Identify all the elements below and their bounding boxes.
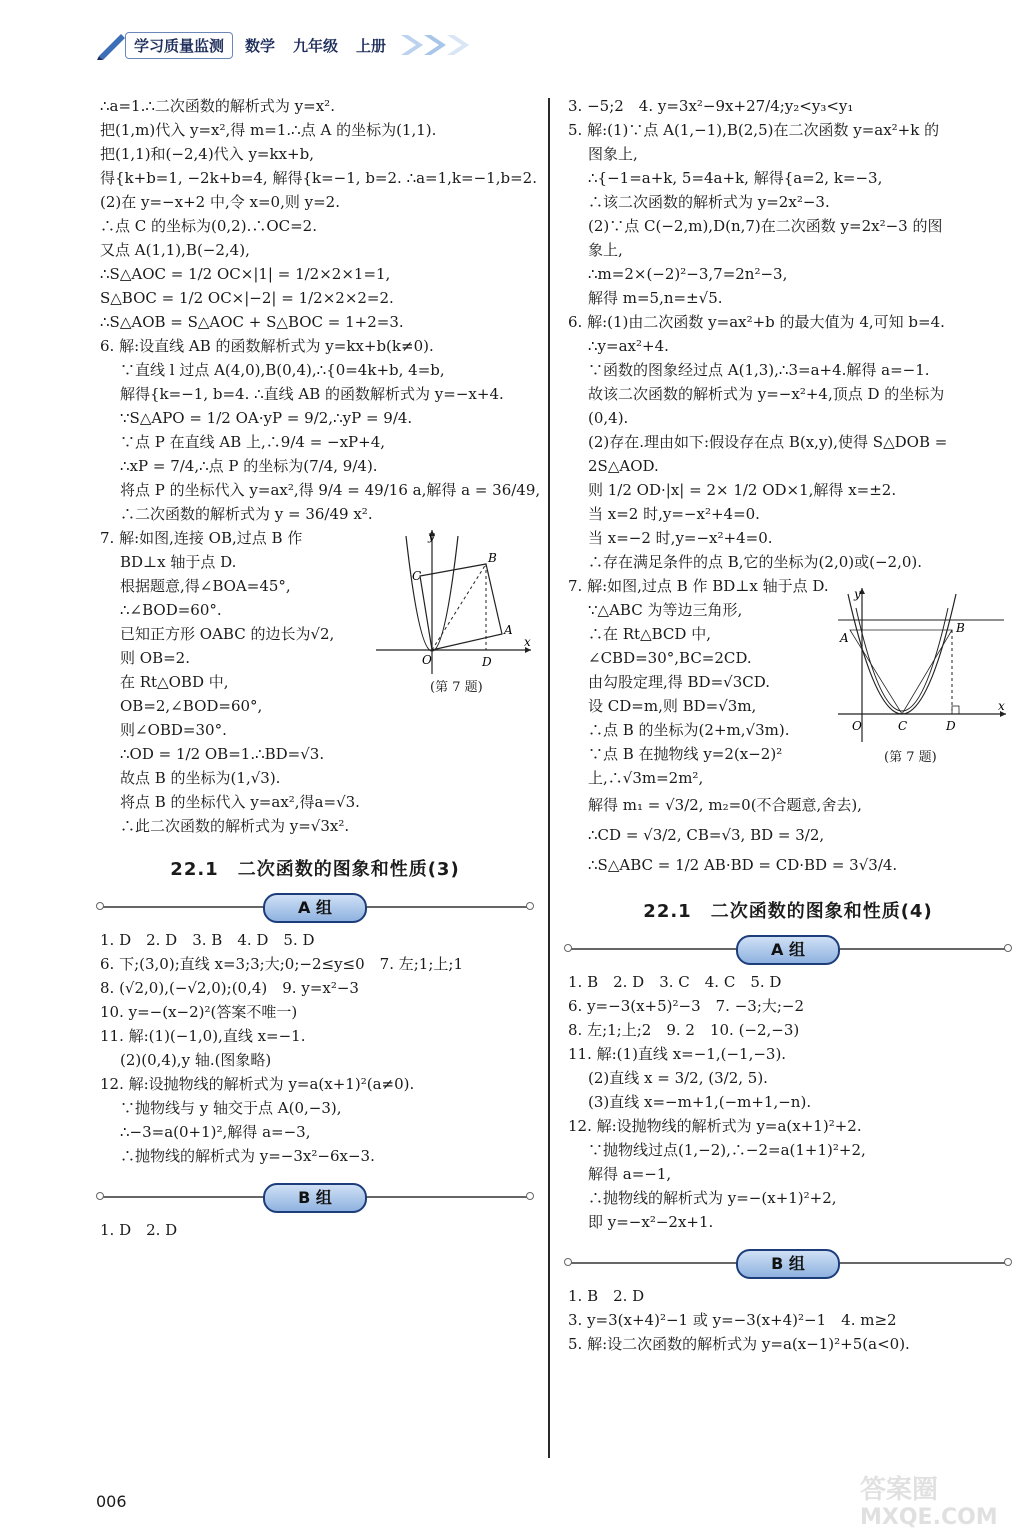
left-top-answers xyxy=(100,94,541,526)
answer-line: ∴在 Rt△BCD 中, xyxy=(588,625,711,643)
answer-line: 在 Rt△OBD 中, xyxy=(120,673,229,691)
answer-line: 12. 解:设抛物线的解析式为 y=a(x+1)²+2. xyxy=(568,1117,862,1135)
answer-line: ∴此二次函数的解析式为 y=√3x². xyxy=(120,817,350,835)
answer-line: ∴xP = 7/4,∴点 P 的坐标为(7/4, 9/4). xyxy=(120,457,378,475)
answer-line: ∵抛物线过点(1,−2),∴−2=a(1+1)²+2, xyxy=(588,1141,866,1159)
group-b-band xyxy=(100,1182,530,1212)
group-a-label: A 组 xyxy=(736,935,840,965)
answer-line: 1. D 2. D 3. B 4. D 5. D xyxy=(100,931,315,949)
answer-line: 3. −5;2 4. y=3x²−9x+27/4;y₂<y₃<y₁ xyxy=(568,97,854,115)
answer-line: 7. 解:如图,连接 OB,过点 B 作 xyxy=(100,529,303,547)
point-C-label: C xyxy=(898,719,908,733)
answer-line: ∴a=1.∴二次函数的解析式为 y=x². xyxy=(100,97,335,115)
answer-line: ∵△ABC 为等边三角形, xyxy=(588,601,743,619)
answer-line: 设 CD=m,则 BD=√3m, xyxy=(588,697,757,715)
chevron-arrows-icon xyxy=(396,32,476,58)
answer-line: 象上, xyxy=(588,241,623,259)
answer-line: ∵直线 l 过点 A(4,0),B(0,4),∴{0=4k+b, 4=b, xyxy=(120,361,445,379)
right-q7-block xyxy=(568,574,1008,790)
answer-line: ∠CBD=30°,BC=2CD. xyxy=(588,649,752,667)
answer-line: (2)存在.理由如下:假设存在点 B(x,y),使得 S△DOB = xyxy=(588,433,948,451)
answer-line: BD⊥x 轴于点 D. xyxy=(120,553,237,571)
answer-line: 图象上, xyxy=(588,145,638,163)
group-b-label: B 组 xyxy=(736,1249,840,1279)
group-b-answers xyxy=(568,1284,1008,1356)
answer-line: 当 x=−2 时,y=−x²+4=0. xyxy=(588,529,773,547)
answer-line: 将点 B 的坐标代入 y=ax²,得a=√3. xyxy=(120,793,360,811)
group-a-band xyxy=(100,892,530,922)
answer-line: ∴该二次函数的解析式为 y=2x²−3. xyxy=(588,193,830,211)
answer-line: ∴存在满足条件的点 B,它的坐标为(2,0)或(−2,0). xyxy=(588,553,923,571)
group-b-label: B 组 xyxy=(263,1183,367,1213)
group-a-band xyxy=(568,934,1008,964)
right-top-answers xyxy=(568,94,1008,574)
answer-line: 把(1,1)和(−2,4)代入 y=kx+b, xyxy=(100,145,314,163)
answer-line: 故该二次函数的解析式为 y=−x²+4,顶点 D 的坐标为 xyxy=(588,385,945,403)
answer-line: 2S△AOD. xyxy=(588,457,659,475)
answer-line: S△BOC = 1/2 OC×|−2| = 1/2×2×2=2. xyxy=(100,289,394,307)
point-D-label: D xyxy=(482,655,492,669)
header-volume: 上册 xyxy=(356,36,387,55)
answer-line: 1. D 2. D xyxy=(100,1221,178,1239)
answer-line: ∴m=2×(−2)²−3,7=2n²−3, xyxy=(588,265,788,283)
answer-line: ∴S△AOB = S△AOC + S△BOC = 1+2=3. xyxy=(100,313,404,331)
answer-line: 故点 B 的坐标为(1,√3). xyxy=(120,769,281,787)
answer-line: (3)直线 x=−m+1,(−m+1,−n). xyxy=(588,1093,812,1111)
answer-line: OB=2,∠BOD=60°, xyxy=(120,697,263,715)
answer-line: ∵函数的图象经过点 A(1,3),∴3=a+4.解得 a=−1. xyxy=(588,361,930,379)
axis-x-label: x xyxy=(524,635,531,649)
header-subject: 数学 xyxy=(245,36,276,55)
answer-line: (2)在 y=−x+2 中,令 x=0,则 y=2. xyxy=(100,193,340,211)
point-O-label: O xyxy=(422,653,432,667)
answer-line: 8. 左;1;上;2 9. 2 10. (−2,−3) xyxy=(568,1021,800,1039)
answer-line: 即 y=−x²−2x+1. xyxy=(588,1213,714,1231)
answer-line: 由勾股定理,得 BD=√3CD. xyxy=(588,673,770,691)
answer-line: 解得 m₁ = √3/2, m₂=0(不合题意,舍去), xyxy=(588,796,862,814)
answer-line: (2)∵点 C(−2,m),D(n,7)在二次函数 y=2x²−3 的图 xyxy=(588,217,943,235)
answer-line: 又点 A(1,1),B(−2,4), xyxy=(100,241,250,259)
figure-caption: (第 7 题) xyxy=(430,680,483,695)
group-a-answers xyxy=(100,928,530,1168)
svg-text:MXQE.COM: MXQE.COM xyxy=(860,1505,998,1530)
point-B-label: B xyxy=(488,551,497,565)
group-b-band xyxy=(568,1248,1008,1278)
answer-line: 则 OB=2. xyxy=(120,649,190,667)
answer-line: 1. B 2. D 3. C 4. C 5. D xyxy=(568,973,782,991)
right-q7-conclusion xyxy=(568,790,1008,880)
pen-icon xyxy=(95,30,129,60)
parabola-triangle-figure xyxy=(836,584,1008,744)
answer-line: ∴抛物线的解析式为 y=−(x+1)²+2, xyxy=(588,1189,837,1207)
answer-line: 当 x=2 时,y=−x²+4=0. xyxy=(588,505,760,523)
answer-line: 6. 解:设直线 AB 的函数解析式为 y=kx+b(k≠0). xyxy=(100,337,434,355)
group-b-answers xyxy=(100,1218,530,1242)
answer-line: ∴S△AOC = 1/2 OC×|1| = 1/2×2×1=1, xyxy=(100,265,391,283)
answer-line: 得{k+b=1, −2k+b=4, 解得{k=−1, b=2. ∴a=1,k=−1,b=2. xyxy=(100,169,537,187)
left-q7-conclusion xyxy=(100,742,530,838)
answer-line: 解得 m=5,n=±√5. xyxy=(588,289,723,307)
header-meta xyxy=(245,35,386,56)
answer-line: ∵S△APO = 1/2 OA·yP = 9/2,∴yP = 9/4. xyxy=(120,409,413,427)
answer-line: 11. 解:(1)直线 x=−1,(−1,−3). xyxy=(568,1045,787,1063)
answer-line: 12. 解:设抛物线的解析式为 y=a(x+1)²(a≠0). xyxy=(100,1075,415,1093)
left-column xyxy=(100,94,541,1242)
header-title: 学习质量监测 xyxy=(125,32,233,59)
answer-line: ∴∠BOD=60°. xyxy=(120,601,222,619)
group-a-label: A 组 xyxy=(263,893,367,923)
answer-line: ∴S△ABC = 1/2 AB·BD = CD·BD = 3√3/4. xyxy=(588,856,898,874)
watermark-logo xyxy=(856,1470,1026,1530)
answer-line: 1. B 2. D xyxy=(568,1287,645,1305)
answer-line: ∴{−1=a+k, 5=4a+k, 解得{a=2, k=−3, xyxy=(588,169,883,187)
answer-line: 10. y=−(x−2)²(答案不唯一) xyxy=(100,1003,298,1021)
answer-line: (0,4). xyxy=(588,409,629,427)
axis-x-label: x xyxy=(998,699,1005,713)
point-A-label: A xyxy=(840,631,849,645)
answer-line: 已知正方形 OABC 的边长为√2, xyxy=(120,625,335,643)
answer-line: 8. (√2,0),(−√2,0);(0,4) 9. y=x²−3 xyxy=(100,979,359,997)
answer-line: 5. 解:设二次函数的解析式为 y=a(x−1)²+5(a<0). xyxy=(568,1335,910,1353)
right-column xyxy=(568,94,1008,1356)
page-header xyxy=(95,28,476,62)
axis-y-label: y xyxy=(428,529,435,543)
answer-line: 3. y=3(x+4)²−1 或 y=−3(x+4)²−1 4. m≥2 xyxy=(568,1311,897,1329)
answer-line: ∴OD = 1/2 OB=1.∴BD=√3. xyxy=(120,745,325,763)
answer-line: 根据题意,得∠BOA=45°, xyxy=(120,577,291,595)
answer-line: ∵点 B 在抛物线 y=2(x−2)² xyxy=(588,745,783,763)
answer-line: 把(1,m)代入 y=x²,得 m=1.∴点 A 的坐标为(1,1). xyxy=(100,121,437,139)
header-grade: 九年级 xyxy=(293,36,339,55)
answer-line: ∴−3=a(0+1)²,解得 a=−3, xyxy=(120,1123,311,1141)
answer-line: ∴CD = √3/2, CB=√3, BD = 3/2, xyxy=(588,826,825,844)
column-divider xyxy=(548,98,550,1458)
point-C-label: C xyxy=(412,569,422,583)
section-title: 22.1 二次函数的图象和性质(4) xyxy=(643,901,933,922)
point-B-label: B xyxy=(956,621,965,635)
answer-line: 解得{k=−1, b=4. ∴直线 AB 的函数解析式为 y=−x+4. xyxy=(120,385,504,403)
answer-line: (2)(0,4),y 轴.(图象略) xyxy=(120,1051,272,1069)
answer-line: 7. 解:如图,过点 B 作 BD⊥x 轴于点 D. xyxy=(568,577,829,595)
svg-text:答案圈: 答案圈 xyxy=(860,1475,939,1505)
answer-line: ∴二次函数的解析式为 y = 36/49 x². xyxy=(120,505,373,523)
parabola-square-figure xyxy=(376,526,536,676)
answer-line: ∴抛物线的解析式为 y=−3x²−6x−3. xyxy=(120,1147,375,1165)
answer-line: 解得 a=−1, xyxy=(588,1165,672,1183)
axis-y-label: y xyxy=(854,587,861,601)
page-number: 006 xyxy=(96,1492,127,1511)
answer-line: (2)直线 x = 3/2, (3/2, 5). xyxy=(588,1069,768,1087)
answer-line: 则∠OBD=30°. xyxy=(120,721,227,739)
left-q7-block xyxy=(100,526,530,742)
answer-line: ∵点 P 在直线 AB 上,∴9/4 = −xP+4, xyxy=(120,433,386,451)
figure-caption: (第 7 题) xyxy=(884,750,937,765)
point-D-label: D xyxy=(946,719,956,733)
answer-line: 将点 P 的坐标代入 y=ax²,得 9/4 = 49/16 a,解得 a = 36/49, xyxy=(120,481,541,499)
answer-line: ∴点 C 的坐标为(0,2).∴OC=2. xyxy=(100,217,317,235)
answer-line: 上,∴√3m=2m², xyxy=(588,769,704,787)
point-O-label: O xyxy=(852,719,862,733)
answer-line: 5. 解:(1)∵点 A(1,−1),B(2,5)在二次函数 y=ax²+k 的 xyxy=(568,121,940,139)
answer-line: 6. 解:(1)由二次函数 y=ax²+b 的最大值为 4,可知 b=4. xyxy=(568,313,945,331)
answer-line: 6. y=−3(x+5)²−3 7. −3;大;−2 xyxy=(568,997,805,1015)
section-title: 22.1 二次函数的图象和性质(3) xyxy=(170,859,460,880)
answer-line: ∴点 B 的坐标为(2+m,√3m). xyxy=(588,721,790,739)
answer-line: ∵抛物线与 y 轴交于点 A(0,−3), xyxy=(120,1099,342,1117)
group-a-answers xyxy=(568,970,1008,1234)
answer-line: 11. 解:(1)(−1,0),直线 x=−1. xyxy=(100,1027,306,1045)
answer-line: 则 1/2 OD·|x| = 2× 1/2 OD×1,解得 x=±2. xyxy=(588,481,897,499)
point-A-label: A xyxy=(504,623,513,637)
answer-line: ∴y=ax²+4. xyxy=(588,337,669,355)
answer-line: 6. 下;(3,0);直线 x=3;3;大;0;−2≤y≤0 7. 左;1;上;1 xyxy=(100,955,463,973)
